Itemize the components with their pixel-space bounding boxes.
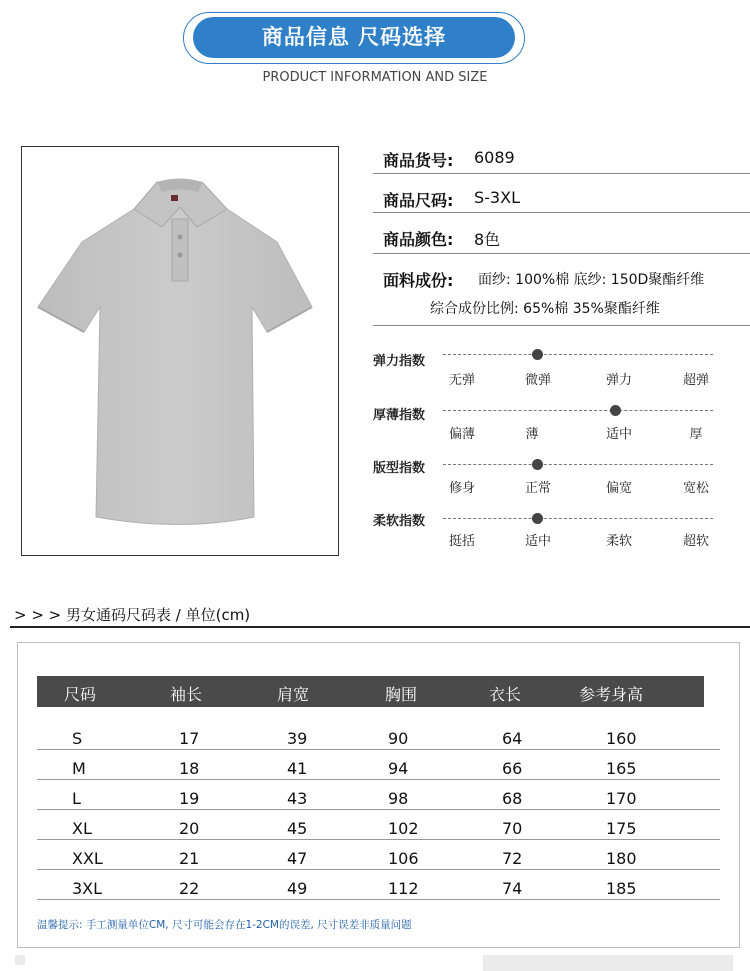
table-cell: M [72,759,86,778]
table-cell: 106 [388,849,419,868]
index-option: 挺括 [448,534,475,549]
index-option: 修身 [448,481,475,496]
row-divider [37,749,720,750]
table-cell: 160 [606,729,637,748]
fabric-label: 面料成份: [383,271,454,290]
table-cell: 68 [502,789,523,808]
column-header: 胸围 [385,685,418,704]
table-cell: 19 [179,789,200,808]
index-option: 超弹 [682,373,709,388]
table-cell: 21 [179,849,200,868]
column-header: 尺码 [64,685,97,704]
table-cell: 3XL [72,879,103,898]
table-cell: 45 [287,819,308,838]
table-cell: 64 [502,729,523,748]
table-cell: 72 [502,849,523,868]
index-label: 弹力指数 [373,354,426,369]
index-scale-line [443,518,713,519]
table-cell: 175 [606,819,637,838]
size-chart-title: > > > 男女通码尺码表 / 单位(cm) [14,606,251,624]
item-no-value: 6089 [474,148,515,167]
index-option: 正常 [524,481,551,496]
table-cell: 70 [502,819,523,838]
table-cell: XL [72,819,92,838]
index-option: 无弹 [448,373,475,388]
table-cell: 22 [179,879,200,898]
table-cell: 41 [287,759,308,778]
table-cell: 43 [287,789,308,808]
index-option: 偏宽 [605,481,632,496]
table-cell: XXL [72,849,103,868]
divider [373,325,750,326]
table-cell: L [72,789,81,808]
index-marker [610,405,621,416]
index-label: 柔软指数 [373,514,426,529]
table-cell: 180 [606,849,637,868]
table-cell: 112 [388,879,419,898]
index-option: 薄 [525,427,539,442]
fabric-detail-2: 综合成份比例: 65%棉 35%聚酯纤维 [430,301,660,317]
table-cell: 94 [388,759,409,778]
index-scale-line [443,410,713,411]
table-cell: 18 [179,759,200,778]
table-cell: 90 [388,729,409,748]
measurement-note: 温馨提示: 手工测量单位CM, 尺寸可能会存在1-2CM的误差, 尺寸误差非质量问题 [37,919,412,931]
section-divider [10,626,750,628]
column-header: 肩宽 [277,685,310,704]
divider [373,173,750,174]
polo-shirt-icon [22,147,338,555]
size-label: 商品尺码: [383,191,454,210]
index-label: 版型指数 [373,461,426,476]
table-cell: 98 [388,789,409,808]
index-option: 超软 [682,534,709,549]
table-cell: 39 [287,729,308,748]
table-cell: 49 [287,879,308,898]
index-label: 厚薄指数 [373,408,426,423]
product-image [21,146,339,556]
row-divider [37,839,720,840]
table-cell: 17 [179,729,200,748]
row-divider [37,899,720,900]
row-divider [37,779,720,780]
divider [373,253,750,254]
row-divider [37,809,720,810]
index-option: 适中 [605,427,632,442]
index-option: 微弹 [524,373,551,388]
divider [373,212,750,213]
size-value: S-3XL [474,188,520,207]
fabric-detail-1: 面纱: 100%棉 底纱: 150D聚酯纤维 [478,272,705,288]
color-label: 商品颜色: [383,230,454,249]
index-option: 偏薄 [448,427,475,442]
header-subtitle: PRODUCT INFORMATION AND SIZE [262,70,488,85]
index-scale-line [443,354,713,355]
index-marker [532,459,543,470]
column-header: 衣长 [489,685,522,704]
table-cell: 20 [179,819,200,838]
header-title: 商品信息 尺码选择 [193,17,515,58]
table-cell: S [72,729,83,748]
table-cell: 185 [606,879,637,898]
footer-strip [15,955,25,965]
table-cell: 66 [502,759,523,778]
index-scale-line [443,464,713,465]
table-cell: 47 [287,849,308,868]
table-cell: 74 [502,879,523,898]
column-header: 参考身高 [579,685,644,704]
index-option: 适中 [524,534,551,549]
index-option: 宽松 [682,481,709,496]
index-option: 弹力 [605,373,632,388]
column-header: 袖长 [170,685,203,704]
index-marker [532,349,543,360]
table-cell: 165 [606,759,637,778]
item-no-label: 商品货号: [383,151,454,170]
index-option: 厚 [689,427,703,442]
index-option: 柔软 [605,534,632,549]
index-marker [532,513,543,524]
table-cell: 102 [388,819,419,838]
footer-strip [483,955,733,971]
color-value: 8色 [474,230,501,249]
table-cell: 170 [606,789,637,808]
row-divider [37,869,720,870]
